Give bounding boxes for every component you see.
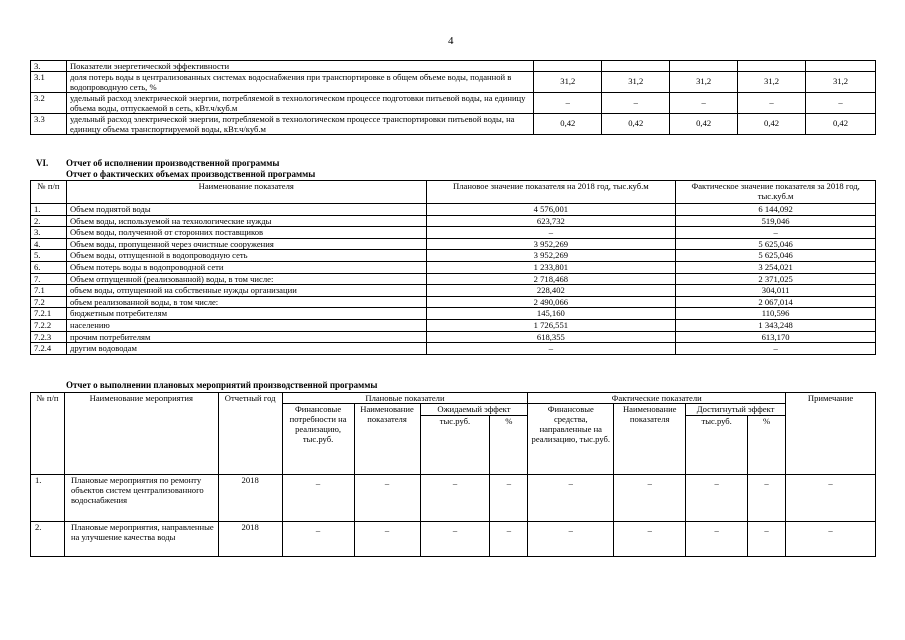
table-row [31,204,876,216]
row-value: – [490,475,528,522]
row-number: 2. [31,522,65,557]
row-number: 6. [31,261,67,273]
row-value [806,61,876,72]
row-value: – [686,522,748,557]
row-plan-value: 623,732 [426,215,676,227]
row-value: 31,2 [534,72,602,93]
row-value: – [528,522,614,557]
row-plan-value: 618,355 [426,331,676,343]
row-value: – [670,93,738,114]
row-fact-value: 5 625,046 [676,238,876,250]
row-value: – [686,475,748,522]
row-number: 7.1 [31,285,67,297]
row-name: удельный расход электрической энергии, потребляемой в технологическом процессе подготовки питьевой воды, на единицу объема воды, отпускаемой в сеть, кВт.ч/куб.м [66,93,533,114]
row-name: Объем воды, полученной от сторонних поставщиков [66,227,426,239]
table-row [31,93,876,114]
row-name: Объем воды, пропущенной через очистные сооружения [66,238,426,250]
row-value: – [282,475,354,522]
m-fact-eff-header: Достигнутый эффект [686,404,786,416]
row-value [602,61,670,72]
m-year-header: Отчетный год [218,393,282,475]
table-row [31,331,876,343]
section-title: Отчет об исполнении производственной программы [66,158,280,168]
row-fact-value: 2 371,025 [676,273,876,285]
col-name-header: Наименование показателя [66,181,426,204]
table-row [31,261,876,273]
row-number: 1. [31,475,65,522]
row-name: удельный расход электрической энергии, потребляемой в технологическом процессе транспортировки питьевой воды, на единицу объема транспортируемой воды, кВт.ч/куб.м [66,114,533,135]
m-plan-rub-header: тыс.руб. [420,416,490,475]
row-name: Плановые мероприятия, направленные на улучшение качества воды [64,522,218,557]
table-row [31,285,876,297]
row-plan-value: 228,402 [426,285,676,297]
row-plan-value: 1 233,801 [426,261,676,273]
table-row [31,475,876,522]
row-plan-value: – [426,227,676,239]
row-number: 7. [31,273,67,285]
row-value: – [420,522,490,557]
m-fact-ind-header: Наименование показателя [614,404,686,475]
table-row [31,72,876,93]
row-value: – [534,93,602,114]
row-plan-value: 3 952,269 [426,238,676,250]
row-fact-value: 1 343,248 [676,319,876,331]
m-plan-fin-header: Финансовые потребности на реализацию, тыс.руб. [282,404,354,475]
row-plan-value: – [426,343,676,355]
page-number: 4 [448,35,454,47]
m-plan-header: Плановые показатели [282,393,528,404]
row-name: объем реализованной воды, в том числе: [66,296,426,308]
row-value: – [786,522,876,557]
table-row [31,250,876,262]
col-fact-header: Фактическое значение показателя за 2018 год, тыс.куб.м [676,181,876,204]
row-value: – [614,475,686,522]
row-number: 3. [31,227,67,239]
row-number: 2. [31,215,67,227]
measures-table [30,392,876,557]
table-row [31,238,876,250]
row-value: 0,42 [806,114,876,135]
energy-efficiency-table [30,60,876,135]
row-name: Объем поднятой воды [66,204,426,216]
row-year: 2018 [218,475,282,522]
row-fact-value: 5 625,046 [676,250,876,262]
row-name: объем воды, отпущенной на собственные нужды организации [66,285,426,297]
row-plan-value: 4 576,001 [426,204,676,216]
row-fact-value: 519,046 [676,215,876,227]
m-plan-pct-header: % [490,416,528,475]
row-value: 0,42 [534,114,602,135]
row-number: 7.2.1 [31,308,67,320]
row-year: 2018 [218,522,282,557]
row-name: доля потерь воды в централизованных системах водоснабжения при транспортировке в общем объеме воды, поданной в водопроводную сеть, % [66,72,533,93]
row-number: 3.2 [31,93,67,114]
row-value: 31,2 [806,72,876,93]
row-value [738,61,806,72]
row-value [534,61,602,72]
row-value: 0,42 [738,114,806,135]
table-row [31,296,876,308]
table-row [31,215,876,227]
m-plan-ind-header: Наименование показателя [354,404,420,475]
row-name: бюджетным потребителям [66,308,426,320]
row-value: – [354,475,420,522]
row-number: 1. [31,204,67,216]
row-value: – [282,522,354,557]
table-row [31,273,876,285]
row-value: 31,2 [602,72,670,93]
row-fact-value: – [676,227,876,239]
row-number: 7.2 [31,296,67,308]
m-num-header: № п/п [31,393,65,475]
row-value: – [614,522,686,557]
row-plan-value: 2 718,468 [426,273,676,285]
row-name: Объем воды, используемой на технологические нужды [66,215,426,227]
row-number: 3.3 [31,114,67,135]
row-number: 4. [31,238,67,250]
table-row [31,61,876,72]
col-plan-header: Плановое значение показателя на 2018 год, тыс.куб.м [426,181,676,204]
row-plan-value: 2 490,066 [426,296,676,308]
m-fact-pct-header: % [748,416,786,475]
m-fact-header: Фактические показатели [528,393,786,404]
m-plan-eff-header: Ожидаемый эффект [420,404,528,416]
volumes-table [30,180,876,355]
row-name: Объем отпущенной (реализованной) воды, в том числе: [66,273,426,285]
row-value: 0,42 [602,114,670,135]
row-value: – [738,93,806,114]
table-row [31,522,876,557]
row-value: – [748,522,786,557]
row-value: 31,2 [670,72,738,93]
row-number: 7.2.3 [31,331,67,343]
row-value: – [490,522,528,557]
row-number: 5. [31,250,67,262]
table-row [31,114,876,135]
table-row [31,319,876,331]
row-value: – [420,475,490,522]
row-value: – [602,93,670,114]
row-fact-value: 110,596 [676,308,876,320]
m-fact-fin-header: Финансовые средства, направленные на реализацию, тыс.руб. [528,404,614,475]
row-value: 31,2 [738,72,806,93]
row-plan-value: 145,160 [426,308,676,320]
row-number: 7.2.4 [31,343,67,355]
table-row [31,343,876,355]
row-value [670,61,738,72]
row-fact-value: – [676,343,876,355]
row-number: 3.1 [31,72,67,93]
table-row [31,227,876,239]
row-fact-value: 6 144,092 [676,204,876,216]
m-name-header: Наименование мероприятия [64,393,218,475]
row-name: Плановые мероприятия по ремонту объектов систем централизованного водоснабжения [64,475,218,522]
row-value: – [806,93,876,114]
row-plan-value: 1 726,551 [426,319,676,331]
m-fact-rub-header: тыс.руб. [686,416,748,475]
table-row [31,308,876,320]
row-value: – [528,475,614,522]
row-name: Объем воды, отпущенной в водопроводную сеть [66,250,426,262]
section-number: VI. [36,158,49,168]
col-num-header: № п/п [31,181,67,204]
section-subtitle: Отчет о фактических объемах производственной программы [66,169,316,179]
row-plan-value: 3 952,269 [426,250,676,262]
row-name: Объем потерь воды в водопроводной сети [66,261,426,273]
m-note-header: Примечание [786,393,876,475]
row-fact-value: 2 067,014 [676,296,876,308]
row-value: – [748,475,786,522]
row-fact-value: 3 254,021 [676,261,876,273]
row-value: 0,42 [670,114,738,135]
row-number: 7.2.2 [31,319,67,331]
row-number: 3. [31,61,67,72]
row-value: – [354,522,420,557]
row-name: населению [66,319,426,331]
row-name: другим водоводам [66,343,426,355]
row-fact-value: 304,011 [676,285,876,297]
measures-title: Отчет о выполнении плановых мероприятий производственной программы [66,380,378,390]
row-name: Показатели энергетической эффективности [66,61,533,72]
row-value: – [786,475,876,522]
row-name: прочим потребителям [66,331,426,343]
row-fact-value: 613,170 [676,331,876,343]
